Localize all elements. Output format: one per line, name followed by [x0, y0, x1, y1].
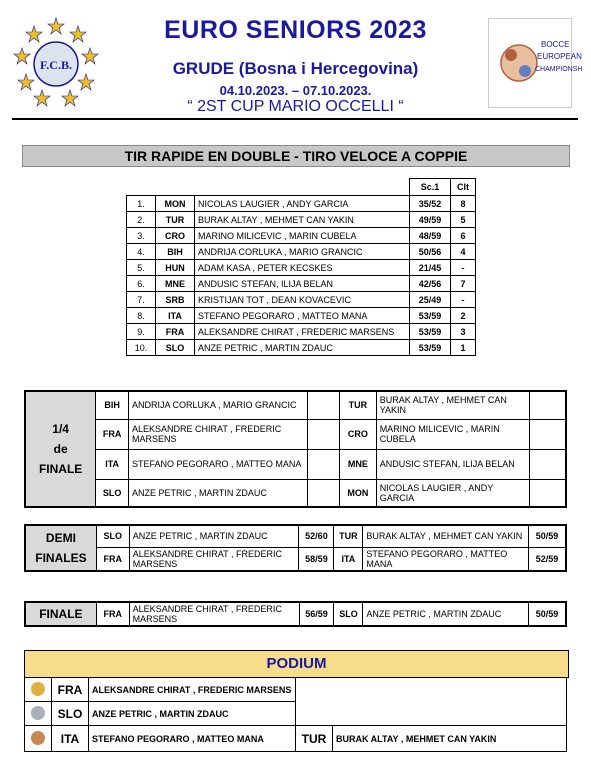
podium-title: PODIUM [24, 650, 569, 678]
event-dates: 04.10.2023. – 07.10.2023. [219, 83, 372, 98]
cl-header: Clt [451, 179, 476, 196]
table-row: 2. TUR BURAK ALTAY , MEHMET CAN YAKIN 49/59 5 [127, 212, 476, 228]
logo-left-text: F.C.B. [40, 58, 72, 72]
header-divider [12, 118, 578, 120]
table-row: 3. CRO MARINO MILICEVIC , MARIN CUBELA 48/59 6 [127, 228, 476, 244]
final-table: FINALE FRA ALEKSANDRE CHIRAT , FREDERIC MARSENS 56/59 SLO ANZE PETRIC , MARTIN ZDAUC 50/59 [24, 601, 567, 627]
final-label: FINALE [25, 602, 96, 626]
semi-final-table: DEMI FINALES SLO ANZE PETRIC , MARTIN ZDAUC 52/60 TUR BURAK ALTAY , MEHMET CAN YAKIN 50/59 FRA ALEKSANDRE CHIRAT , FREDERIC MARSENS 58/59 ITA STEFANO PEGORARO , MATTEO MANA 52/59 [24, 524, 567, 572]
table-row: 8. ITA STEFANO PEGORARO , MATTEO MANA 53/59 2 [127, 308, 476, 324]
svg-text:CHAMPIONSH: CHAMPIONSH [535, 66, 583, 73]
semi-label: DEMI FINALES [25, 525, 96, 571]
table-row: 5. HUN ADAM KASA , PETER KECSKES 21/45 - [127, 260, 476, 276]
silver-medal-icon [31, 706, 45, 720]
table-row: 7. SRB KRISTIJAN TOT , DEAN KOVACEVIC 25/49 - [127, 292, 476, 308]
table-row: 4. BIH ANDRIJA CORLUKA , MARIO GRANCIC 50/56 4 [127, 244, 476, 260]
sc-header: Sc.1 [410, 179, 451, 196]
table-row: 10. SLO ANZE PETRIC , MARTIN ZDAUC 53/59 1 [127, 340, 476, 356]
page-subtitle: GRUDE (Bosna i Hercegovina) [172, 59, 419, 78]
quarter-final-table: 1/4 de FINALE BIH ANDRIJA CORLUKA , MARIO GRANCIC TUR BURAK ALTAY , MEHMET CAN YAKIN FRA ALEKSANDRE CHIRAT , FREDERIC MARSENS CRO MARINO MILICEVIC , MARIN CUBELA ITA STEFANO PEGORARO , MATTEO MANA MNE ANDUSIC STEFAN, ILIJA BELAN SLO ANZE PETRIC , MARTIN ZDAUC MON NICOLAS LAUGIER , ANDY GARCIA [24, 390, 567, 508]
svg-text:BOCCE: BOCCE [541, 40, 570, 49]
ranking-table [126, 178, 476, 356]
bronze-medal-icon [31, 731, 45, 745]
quarter-label: 1/4 de FINALE [25, 391, 96, 507]
table-row: 1. MON NICOLAS LAUGIER , ANDY GARCIA 35/52 8 [127, 196, 476, 212]
bocce-championship-logo [488, 18, 583, 108]
podium-table: FRA ALEKSANDRE CHIRAT , FREDERIC MARSENS SLO ANZE PETRIC , MARTIN ZDAUC ITA STEFANO PEGORARO , MATTEO MANA TUR BURAK ALTAY , MEHMET CAN YAKIN [24, 677, 567, 752]
page-title: EURO SENIORS 2023 [164, 16, 427, 44]
cup-name: “ 2ST CUP MARIO OCCELLI “ [187, 98, 404, 115]
gold-medal-icon [31, 682, 45, 696]
svg-text:EUROPEAN: EUROPEAN [537, 52, 582, 61]
table-row: 6. MNE ANDUSIC STEFAN, ILIJA BELAN 42/56 7 [127, 276, 476, 292]
table-row: 9. FRA ALEKSANDRE CHIRAT , FREDERIC MARSENS 53/59 3 [127, 324, 476, 340]
event-title: TIR RAPIDE EN DOUBLE - TIRO VELOCE A COPPIE [22, 145, 570, 167]
